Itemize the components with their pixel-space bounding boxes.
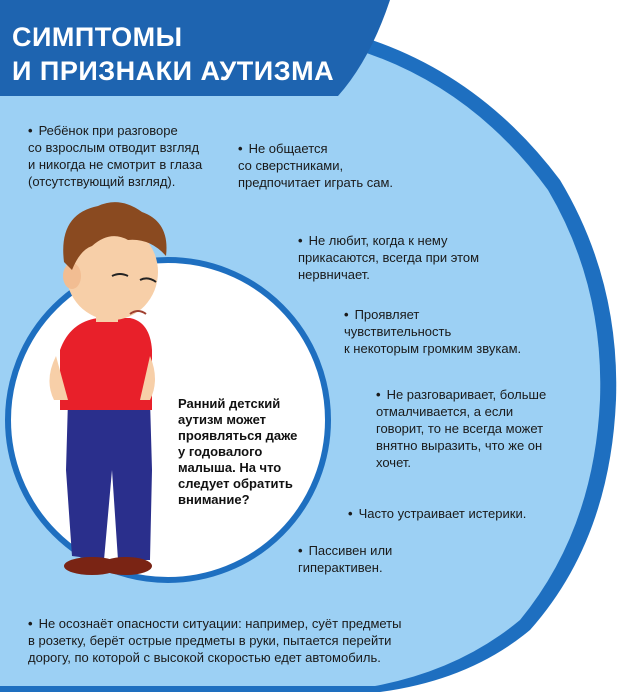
bullet-icon: • bbox=[376, 387, 381, 402]
bullet-icon: • bbox=[28, 616, 33, 631]
symptom-speech: • Не разговаривает, больше отмалчивается, а если говорит, то не всегда может внятно выразить, что же он хочет. bbox=[376, 387, 547, 470]
bullet-icon: • bbox=[298, 233, 303, 248]
question-text: Ранний детский аутизм может проявляться даже у годовалого малыша. На что следует обратить внимание? bbox=[178, 396, 298, 507]
symptom-tantrums: • Часто устраивает истерики. bbox=[348, 506, 527, 521]
title-line-1: СИМПТОМЫ bbox=[12, 22, 183, 52]
symptom-danger: • Не осознаёт опасности ситуации: например, суёт предметы в розетку, берёт острые предметы в руки, пытается перейти дорогу, по которой с высокой скоростью едет автомобиль. bbox=[28, 616, 402, 665]
symptom-touch: • Не любит, когда к нему прикасаются, всегда при этом нервничает. bbox=[298, 233, 480, 282]
bullet-icon: • bbox=[28, 123, 33, 138]
symptom-sounds: • Проявляет чувствительность к некоторым громким звукам. bbox=[344, 307, 522, 356]
bullet-icon: • bbox=[348, 506, 353, 521]
bullet-icon: • bbox=[298, 543, 303, 558]
symptom-activity: • Пассивен или гиперактивен. bbox=[298, 543, 393, 575]
title-line-2: И ПРИЗНАКИ АУТИЗМА bbox=[12, 56, 335, 86]
symptom-eye-contact: • Ребёнок при разговоре со взрослым отводит взгляд и никогда не смотрит в глаза (отсутствующий взгляд). bbox=[28, 123, 203, 189]
bullet-icon: • bbox=[238, 141, 243, 156]
bullet-icon: • bbox=[344, 307, 349, 322]
symptom-no-peers: • Не общается со сверстниками, предпочитает играть сам. bbox=[238, 141, 394, 190]
